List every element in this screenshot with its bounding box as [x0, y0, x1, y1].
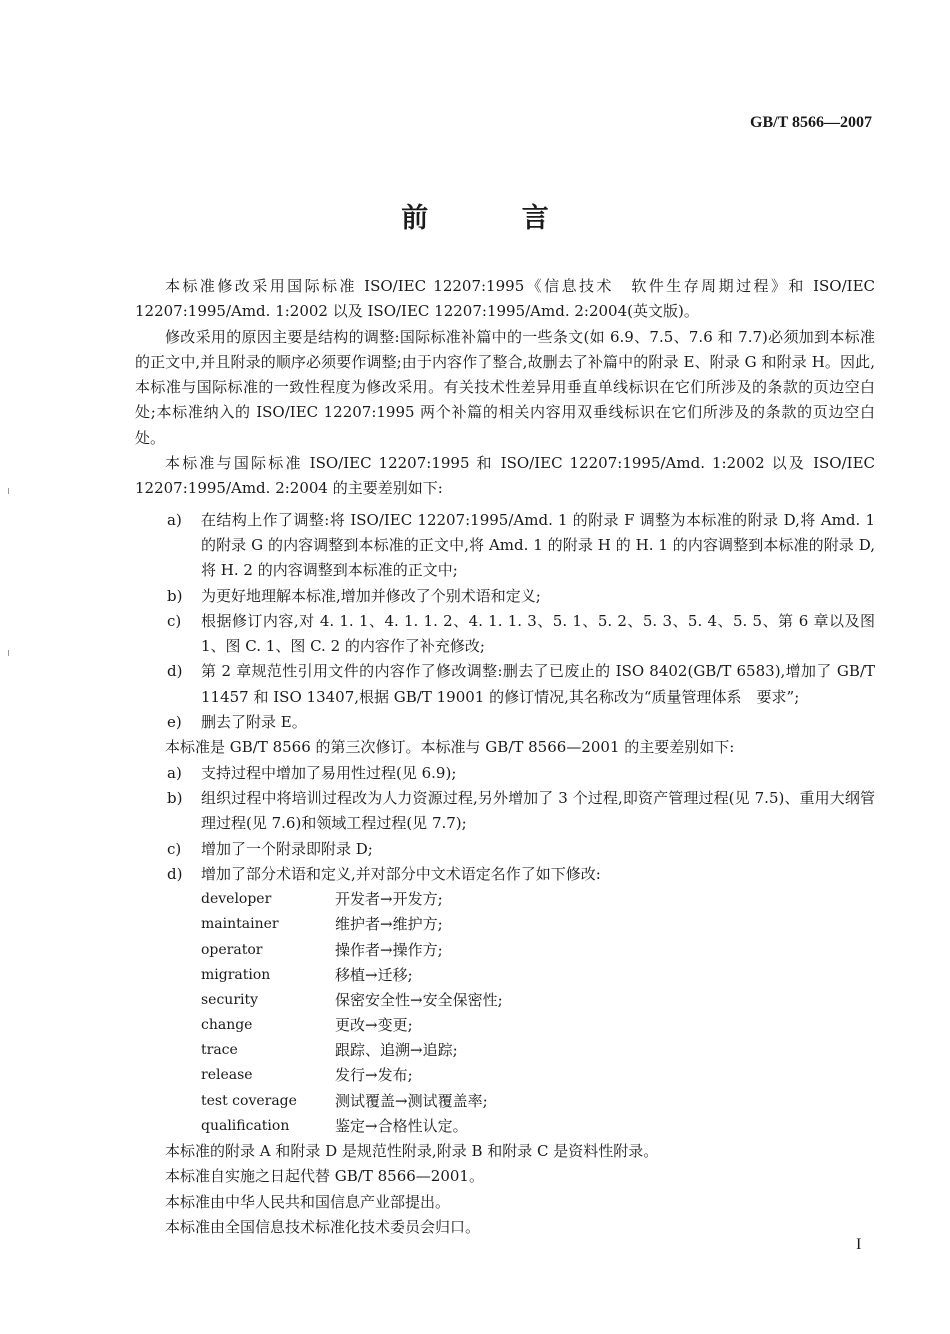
term-row: developer 开发者→开发方;	[201, 890, 443, 909]
paragraph: 本标准修改采用国际标准 ISO/IEC 12207:1995《信息技术 软件生存周期过程》和 ISO/IEC 12207:1995/Amd. 1:2002 以及 ISO/IEC 12207:1995/Amd. 2:2004(英文版)。	[135, 277, 875, 321]
paragraph: 本标准的附录 A 和附录 D 是规范性附录,附录 B 和附录 C 是资料性附录。	[165, 1142, 659, 1160]
margin-mark	[8, 488, 9, 494]
margin-mark	[8, 650, 9, 656]
diff-prev-list	[135, 761, 875, 887]
list-item: a) 支持过程中增加了易用性过程(见 6.9);	[167, 763, 457, 782]
term-row: operator 操作者→操作方;	[201, 940, 443, 959]
term-row: trace 跟踪、追溯→追踪;	[201, 1041, 458, 1060]
preface-body	[135, 274, 875, 1240]
diff-intl-list	[135, 508, 875, 736]
term-row: maintainer 维护者→维护方;	[201, 915, 443, 934]
term-table	[135, 887, 875, 1139]
paragraph: 本标准是 GB/T 8566 的第三次修订。本标准与 GB/T 8566—2001 的主要差别如下:	[165, 738, 735, 757]
paragraph: 本标准由中华人民共和国信息产业部提出。	[165, 1192, 451, 1211]
term-row: change 更改→变更;	[201, 1016, 413, 1035]
paragraph: 本标准与国际标准 ISO/IEC 12207:1995 和 ISO/IEC 12207:1995/Amd. 1:2002 以及 ISO/IEC 12207:1995/Amd. 2:2004 的主要差别如下:	[135, 454, 875, 498]
paragraph: 本标准自实施之日起代替 GB/T 8566—2001。	[165, 1167, 484, 1186]
list-item: c) 根据修订内容,对 4. 1. 1、4. 1. 1. 2、4. 1. 1. 3、5. 1、5. 2、5. 3、5. 4、5. 5、第 6 章以及图 1、图 C. 1、图 C. 2 的内容作了补充修改;	[167, 611, 875, 656]
list-item: c) 增加了一个附录即附录 D;	[167, 839, 373, 858]
list-item: b) 组织过程中将培训过程改为人力资源过程,另外增加了 3 个过程,即资产管理过程(见 7.5)、重用大纲管理过程(见 7.6)和领域工程过程(见 7.7);	[167, 788, 875, 833]
page-number: I	[856, 1236, 862, 1253]
list-item: a) 在结构上作了调整:将 ISO/IEC 12207:1995/Amd. 1 的附录 F 调整为本标准的附录 D,将 Amd. 1 的附录 G 的内容调整到本标准的正文中,将 Amd. 1 的附录 H 的 H. 1 的内容调整到本标准的附录 D,将 H. 2 的内容调整到本标准的正文中;	[167, 510, 875, 580]
list-item: d) 第 2 章规范性引用文件的内容作了修改调整:删去了已废止的 ISO 8402(GB/T 6583),增加了 GB/T 11457 和 ISO 13407,根据 GB/T 19001 的修订情况,其名称改为“质量管理体系 要求”;	[167, 662, 875, 706]
term-row: migration 移植→迁移;	[201, 965, 413, 984]
list-item: b) 为更好地理解本标准,增加并修改了个别术语和定义;	[167, 586, 541, 605]
term-row: test coverage 测试覆盖→测试覆盖率;	[201, 1091, 488, 1110]
standard-code: GB/T 8566—2007	[750, 114, 872, 131]
paragraph: 修改采用的原因主要是结构的调整:国际标准补篇中的一些条文(如 6.9、7.5、7.6 和 7.7)必须加到本标准的正文中,并且附录的顺序必须要作调整;由于内容作了整合,故删去了补篇中的附录 E、附录 G 和附录 H。因此,本标准与国际标准的一致性程度为修改采用。有关技术性差异用垂直单线标识在它们所涉及的条款的页边空白处;本标准纳入的 ISO/IEC 12207:1995 两个补篇的相关内容用双垂线标识在它们所涉及的条款的页边空白处。	[135, 327, 875, 447]
page-title: 前 言	[401, 203, 591, 234]
list-item: e) 删去了附录 E。	[167, 713, 307, 732]
list-item: d) 增加了部分术语和定义,并对部分中文术语定名作了如下修改:	[167, 864, 601, 883]
term-row: security 保密安全性→安全保密性;	[201, 990, 503, 1009]
paragraph: 本标准由全国信息技术标准化技术委员会归口。	[165, 1217, 481, 1236]
term-row: qualification 鉴定→合格性认定。	[201, 1116, 468, 1135]
term-row: release 发行→发布;	[201, 1066, 413, 1085]
